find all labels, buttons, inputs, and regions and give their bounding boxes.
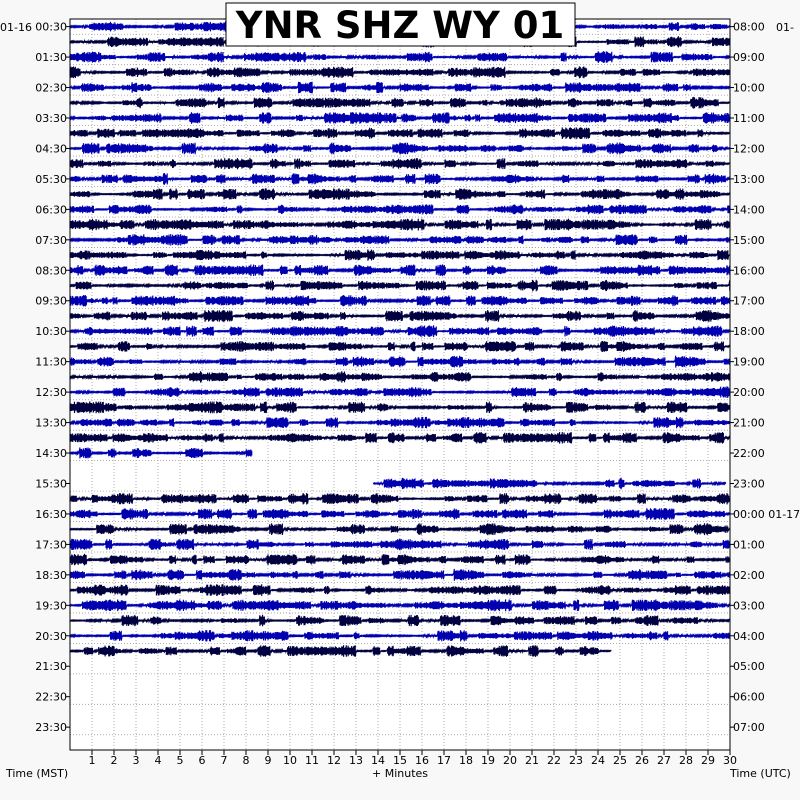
title-box [226,3,575,47]
left-tick-label: 02:30 [35,81,67,95]
x-tick-label: 11 [305,754,319,767]
left-tick-label: 11:30 [35,355,67,369]
left-tick-label: 08:30 [35,264,67,278]
plot-grid [70,19,730,750]
x-tick-label: 25 [613,754,627,767]
left-tick-label: 07:30 [35,233,67,247]
left-date-label: 01-16 [0,21,32,34]
right-tick-label: 05:00 [733,660,765,674]
left-time-axis [35,21,70,735]
x-tick-label: 17 [437,754,451,767]
x-tick-label: 24 [591,754,605,767]
left-tick-label: 16:30 [35,507,67,521]
right-tick-label: 11:00 [733,111,765,125]
right-tick-label: 21:00 [733,416,765,430]
x-tick-label: 9 [264,754,272,767]
right-tick-label: 14:00 [733,203,765,217]
left-tick-label: 03:30 [35,111,67,125]
x-tick-label: 30 [723,754,737,767]
x-tick-label: 16 [415,754,429,767]
right-tick-label: 23:00 [733,477,765,491]
x-tick-label: 3 [132,754,140,767]
right-date-label: 01- [776,21,794,34]
x-tick-label: 18 [459,754,473,767]
right-time-axis [730,21,800,735]
right-tick-label: 01:00 [733,538,765,552]
right-tick-label: 12:00 [733,142,765,156]
left-tick-label: 15:30 [35,477,67,491]
left-tick-label: 13:30 [35,416,67,430]
right-tick-label: 00:00 01-17 [733,507,800,521]
left-tick-label: 22:30 [35,690,67,704]
left-tick-label: 01:30 [35,51,67,65]
x-tick-label: 14 [371,754,385,767]
right-tick-label: 09:00 [733,51,765,65]
x-tick-label: 7 [220,754,228,767]
right-tick-label: 19:00 [733,355,765,369]
right-tick-label: 08:00 [733,20,765,34]
left-tick-label: 17:30 [35,538,67,552]
minutes-axis [89,750,738,767]
right-tick-label: 10:00 [733,81,765,95]
x-tick-label: 8 [242,754,250,767]
x-tick-label: 12 [327,754,341,767]
left-tick-label: 06:30 [35,203,67,217]
right-tick-label: 18:00 [733,325,765,339]
x-tick-label: 5 [176,754,184,767]
x-tick-label: 20 [503,754,517,767]
left-tick-label: 23:30 [35,721,67,735]
left-tick-label: 12:30 [35,386,67,400]
y-left-label: Time (MST) [6,767,69,780]
x-tick-label: 13 [349,754,363,767]
right-tick-label: 03:00 [733,599,765,613]
x-tick-label: 19 [481,754,495,767]
right-tick-label: 02:00 [733,568,765,582]
right-tick-label: 13:00 [733,172,765,186]
left-tick-label: 10:30 [35,325,67,339]
x-tick-label: 28 [679,754,693,767]
y-right-label: Time (UTC) [730,767,791,780]
right-tick-label: 17:00 [733,294,765,308]
left-tick-label: 21:30 [35,660,67,674]
left-tick-label: 00:30 [35,20,67,34]
right-tick-label: 22:00 [733,447,765,461]
left-tick-label: 05:30 [35,172,67,186]
x-axis-label: + Minutes [371,767,429,780]
x-tick-label: 1 [88,754,96,767]
x-tick-label: 29 [701,754,715,767]
x-tick-label: 26 [635,754,649,767]
x-tick-label: 23 [569,754,583,767]
x-tick-label: 27 [657,754,671,767]
right-tick-label: 16:00 [733,264,765,278]
right-tick-label: 07:00 [733,721,765,735]
left-tick-label: 20:30 [35,629,67,643]
left-tick-label: 04:30 [35,142,67,156]
x-tick-label: 15 [393,754,407,767]
right-tick-label: 20:00 [733,386,765,400]
x-tick-label: 10 [283,754,297,767]
x-tick-label: 6 [198,754,206,767]
x-tick-label: 21 [525,754,539,767]
chart-title: YNR SHZ WY 01 [235,4,565,47]
left-tick-label: 19:30 [35,599,67,613]
x-tick-label: 4 [154,754,162,767]
right-tick-label: 15:00 [733,233,765,247]
x-tick-label: 22 [547,754,561,767]
right-tick-label: 04:00 [733,629,765,643]
right-tick-label: 06:00 [733,690,765,704]
left-tick-label: 14:30 [35,447,67,461]
x-tick-label: 2 [110,754,118,767]
left-tick-label: 09:30 [35,294,67,308]
left-tick-label: 18:30 [35,568,67,582]
